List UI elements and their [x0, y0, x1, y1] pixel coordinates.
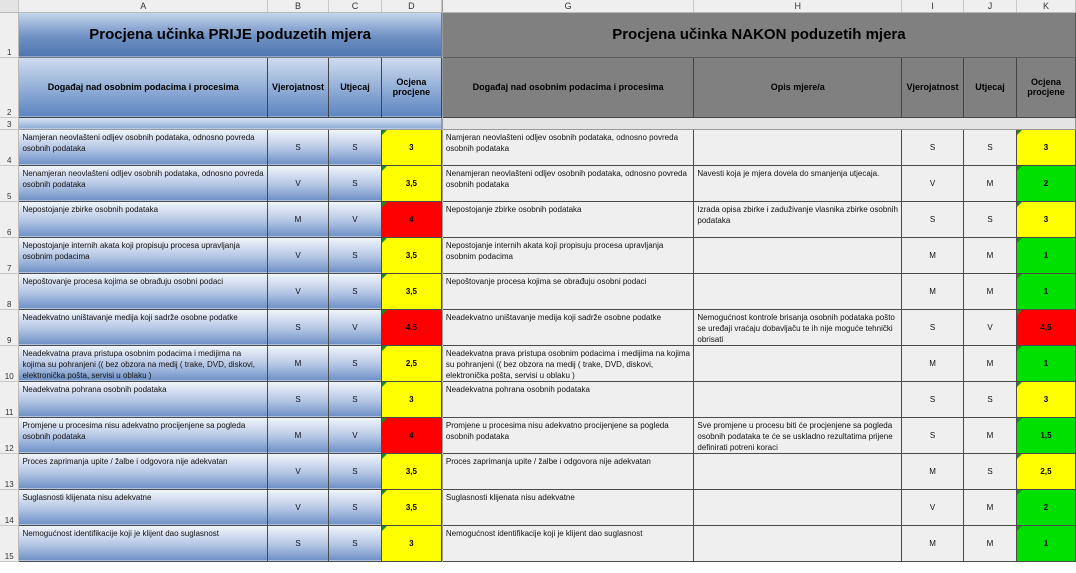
measure-description-cell[interactable]: Izrada opisa zbirke i zaduživanje vlasnika zbirke osobnih podataka: [694, 201, 902, 237]
score-after-cell[interactable]: 4,5: [1016, 309, 1075, 345]
impact-after-cell[interactable]: M: [964, 273, 1017, 309]
table-row: [0, 525, 1076, 561]
row-header[interactable]: 2: [0, 57, 19, 117]
column-header-i[interactable]: I: [902, 0, 964, 12]
event-after-cell[interactable]: Neadekvatna pohrana osobnih podataka: [442, 381, 694, 417]
measure-description-cell[interactable]: [694, 381, 902, 417]
probability-before-cell[interactable]: V: [268, 453, 329, 489]
select-all-corner[interactable]: [0, 0, 19, 12]
event-after-cell[interactable]: Nemogućnost identifikacije koji je klijent dao suglasnost: [442, 525, 694, 561]
event-after-cell[interactable]: Neadekvatna prava pristupa osobnim podacima i medijima na kojima su pohranjeni (( bez obzora na medij ( trake, DVD, diskovi, elektronička pošta, servisi u oblaku ): [442, 345, 694, 381]
column-header-c[interactable]: C: [328, 0, 381, 12]
measure-description-cell[interactable]: [694, 237, 902, 273]
header-score-after[interactable]: Ocjena procjene: [1016, 57, 1075, 117]
event-before-cell[interactable]: Neadekvatna prava pristupa osobnim podacima i medijima na kojima su pohranjeni (( bez obzora na medij ( trake, DVD, diskovi, elektronička pošta, servisi u oblaku ): [19, 345, 268, 381]
column-header-k[interactable]: K: [1016, 0, 1075, 12]
score-after-cell[interactable]: 2: [1016, 165, 1075, 201]
score-after-cell[interactable]: 3: [1016, 381, 1075, 417]
row-header[interactable]: 11: [0, 381, 19, 417]
probability-before-cell[interactable]: V: [268, 489, 329, 525]
table-row: [0, 129, 1076, 165]
row-header[interactable]: 12: [0, 417, 19, 453]
measure-description-cell[interactable]: [694, 273, 902, 309]
table-row: [0, 453, 1076, 489]
impact-before-cell[interactable]: S: [328, 489, 381, 525]
score-before-cell[interactable]: 3,5: [381, 273, 441, 309]
event-before-cell[interactable]: Nepoštovanje procesa kojima se obrađuju osobni podaci: [19, 273, 268, 309]
event-after-cell[interactable]: Suglasnosti klijenata nisu adekvatne: [442, 489, 694, 525]
impact-before-cell[interactable]: S: [328, 237, 381, 273]
event-after-cell[interactable]: Namjeran neovlašteni odljev osobnih podataka, odnosno povreda osobnih podataka: [442, 129, 694, 165]
row-header[interactable]: 10: [0, 345, 19, 381]
column-header-g[interactable]: G: [442, 0, 694, 12]
score-after-cell[interactable]: 2: [1016, 489, 1075, 525]
probability-before-cell[interactable]: V: [268, 237, 329, 273]
probability-after-cell[interactable]: M: [902, 237, 964, 273]
probability-after-cell[interactable]: S: [902, 417, 964, 453]
table-row: [0, 417, 1076, 453]
table-row: [0, 489, 1076, 525]
score-after-cell[interactable]: 1: [1016, 273, 1075, 309]
row-header[interactable]: 9: [0, 309, 19, 345]
table-row: [0, 345, 1076, 381]
impact-after-cell[interactable]: S: [964, 129, 1017, 165]
event-before-cell[interactable]: Namjeran neovlašteni odljev osobnih podataka, odnosno povreda osobnih podataka: [19, 129, 268, 165]
impact-before-cell[interactable]: V: [328, 309, 381, 345]
measure-description-cell[interactable]: [694, 345, 902, 381]
header-row: [0, 57, 1076, 117]
table-row: [0, 381, 1076, 417]
probability-after-cell[interactable]: V: [902, 489, 964, 525]
table-row: [0, 165, 1076, 201]
title-after-measures[interactable]: Procjena učinka NAKON poduzetih mjera: [442, 12, 1075, 57]
score-before-cell[interactable]: 3,5: [381, 165, 441, 201]
score-before-cell[interactable]: 4,5: [381, 309, 441, 345]
column-header-d[interactable]: D: [381, 0, 441, 12]
score-after-cell[interactable]: 3: [1016, 201, 1075, 237]
score-before-cell[interactable]: 3: [381, 129, 441, 165]
measure-description-cell[interactable]: [694, 453, 902, 489]
measure-description-cell[interactable]: [694, 525, 902, 561]
impact-after-cell[interactable]: M: [964, 417, 1017, 453]
score-before-cell[interactable]: 3,5: [381, 237, 441, 273]
measure-description-cell[interactable]: Sve promjene u procesu biti će procjenjene sa pogleda osobnih podataka te će se uskladno rezultatima prijene definirati potreni koraci: [694, 417, 902, 453]
probability-after-cell[interactable]: M: [902, 345, 964, 381]
probability-before-cell[interactable]: M: [268, 201, 329, 237]
event-before-cell[interactable]: Nenamjeran neovlašteni odljev osobnih podataka, odnosno povreda osobnih podataka: [19, 165, 268, 201]
score-before-cell[interactable]: 4: [381, 201, 441, 237]
event-before-cell[interactable]: Nemogućnost identifikacije koji je klijent dao suglasnost: [19, 525, 268, 561]
event-before-cell[interactable]: Proces zaprimanja upite / žalbe i odgovora nije adekvatan: [19, 453, 268, 489]
impact-before-cell[interactable]: S: [328, 345, 381, 381]
score-after-cell[interactable]: 3: [1016, 129, 1075, 165]
impact-after-cell[interactable]: M: [964, 237, 1017, 273]
header-score-before[interactable]: Ocjena procjene: [381, 57, 441, 117]
header-impact-before[interactable]: Utjecaj: [328, 57, 381, 117]
header-event-after[interactable]: Događaj nad osobnim podacima i procesima: [442, 57, 694, 117]
row-header[interactable]: 4: [0, 129, 19, 165]
impact-before-cell[interactable]: S: [328, 453, 381, 489]
row-header[interactable]: 7: [0, 237, 19, 273]
impact-before-cell[interactable]: S: [328, 381, 381, 417]
probability-after-cell[interactable]: S: [902, 381, 964, 417]
event-before-cell[interactable]: Nepostojanje zbirke osobnih podataka: [19, 201, 268, 237]
header-event-before[interactable]: Događaj nad osobnim podacima i procesima: [19, 57, 268, 117]
probability-after-cell[interactable]: S: [902, 129, 964, 165]
table-row: [0, 273, 1076, 309]
title-before-measures[interactable]: Procjena učinka PRIJE poduzetih mjera: [19, 12, 441, 57]
event-after-cell[interactable]: Promjene u procesima nisu adekvatno procijenjene sa pogleda osobnih podataka: [442, 417, 694, 453]
impact-after-cell[interactable]: M: [964, 489, 1017, 525]
column-header-b[interactable]: B: [268, 0, 329, 12]
score-before-cell[interactable]: 3: [381, 525, 441, 561]
probability-before-cell[interactable]: V: [268, 165, 329, 201]
row-header[interactable]: 8: [0, 273, 19, 309]
impact-after-cell[interactable]: M: [964, 165, 1017, 201]
header-impact-after[interactable]: Utjecaj: [964, 57, 1017, 117]
measure-description-cell[interactable]: [694, 489, 902, 525]
score-before-cell[interactable]: 3,5: [381, 489, 441, 525]
impact-after-cell[interactable]: V: [964, 309, 1017, 345]
probability-before-cell[interactable]: S: [268, 381, 329, 417]
impact-before-cell[interactable]: V: [328, 417, 381, 453]
event-after-cell[interactable]: Nenamjeran neovlašteni odljev osobnih podataka, odnosno povreda osobnih podataka: [442, 165, 694, 201]
impact-before-cell[interactable]: S: [328, 525, 381, 561]
measure-description-cell[interactable]: Navesti koja je mjera dovela do smanjenja utjecaja.: [694, 165, 902, 201]
score-before-cell[interactable]: 3,5: [381, 453, 441, 489]
measure-description-cell[interactable]: [694, 129, 902, 165]
row-header[interactable]: 14: [0, 489, 19, 525]
header-measure-description[interactable]: Opis mjere/a: [694, 57, 902, 117]
score-after-cell[interactable]: 1,5: [1016, 417, 1075, 453]
header-probability-before[interactable]: Vjerojatnost: [268, 57, 329, 117]
row-header[interactable]: 1: [0, 12, 19, 57]
score-before-cell[interactable]: 2,5: [381, 345, 441, 381]
impact-before-cell[interactable]: S: [328, 273, 381, 309]
probability-before-cell[interactable]: S: [268, 525, 329, 561]
row-header[interactable]: 3: [0, 117, 19, 129]
row-header[interactable]: 5: [0, 165, 19, 201]
score-after-cell[interactable]: 2,5: [1016, 453, 1075, 489]
row-header[interactable]: 13: [0, 453, 19, 489]
event-before-cell[interactable]: Neadekvatno uništavanje medija koji sadrže osobne podatke: [19, 309, 268, 345]
probability-before-cell[interactable]: S: [268, 309, 329, 345]
score-after-cell[interactable]: 1: [1016, 237, 1075, 273]
impact-after-cell[interactable]: S: [964, 453, 1017, 489]
event-after-cell[interactable]: Nepoštovanje procesa kojima se obrađuju osobni podaci: [442, 273, 694, 309]
row-header[interactable]: 6: [0, 201, 19, 237]
row-header[interactable]: 15: [0, 525, 19, 561]
header-probability-after[interactable]: Vjerojatnost: [902, 57, 964, 117]
impact-before-cell[interactable]: S: [328, 165, 381, 201]
event-before-cell[interactable]: Nepostojanje internih akata koji propisuju procesa upravljanja osobnim podacima: [19, 237, 268, 273]
probability-before-cell[interactable]: M: [268, 417, 329, 453]
probability-after-cell[interactable]: M: [902, 273, 964, 309]
probability-after-cell[interactable]: S: [902, 309, 964, 345]
event-before-cell[interactable]: Neadekvatna pohrana osobnih podataka: [19, 381, 268, 417]
event-after-cell[interactable]: Neadekvatno uništavanje medija koji sadrže osobne podatke: [442, 309, 694, 345]
probability-before-cell[interactable]: V: [268, 273, 329, 309]
impact-after-cell[interactable]: S: [964, 201, 1017, 237]
title-row: [0, 12, 1076, 57]
column-header-j[interactable]: J: [964, 0, 1017, 12]
score-after-cell[interactable]: 1: [1016, 345, 1075, 381]
event-before-cell[interactable]: Promjene u procesima nisu adekvatno procijenjene sa pogleda osobnih podataka: [19, 417, 268, 453]
column-header-row: [0, 0, 1076, 12]
impact-after-cell[interactable]: S: [964, 381, 1017, 417]
spacer-row: [0, 117, 1076, 129]
measure-description-cell[interactable]: Nemogućnost kontrole brisanja osobnih podataka pošto se uređaji vraćaju dobavljaču te ih nije moguće tehnički obrisati: [694, 309, 902, 345]
score-before-cell[interactable]: 4: [381, 417, 441, 453]
score-after-cell[interactable]: 1: [1016, 525, 1075, 561]
probability-before-cell[interactable]: M: [268, 345, 329, 381]
table-row: [0, 201, 1076, 237]
impact-after-cell[interactable]: M: [964, 345, 1017, 381]
event-after-cell[interactable]: Nepostojanje internih akata koji propisuju procesa upravljanja osobnim podacima: [442, 237, 694, 273]
event-after-cell[interactable]: Proces zaprimanja upite / žalbe i odgovora nije adekvatan: [442, 453, 694, 489]
event-after-cell[interactable]: Nepostojanje zbirke osobnih podataka: [442, 201, 694, 237]
column-header-h[interactable]: H: [694, 0, 902, 12]
probability-after-cell[interactable]: M: [902, 525, 964, 561]
table-row: [0, 237, 1076, 273]
probability-after-cell[interactable]: M: [902, 453, 964, 489]
table-row: [0, 309, 1076, 345]
impact-before-cell[interactable]: S: [328, 129, 381, 165]
probability-after-cell[interactable]: S: [902, 201, 964, 237]
impact-after-cell[interactable]: M: [964, 525, 1017, 561]
probability-after-cell[interactable]: V: [902, 165, 964, 201]
spacer-cell-after[interactable]: [442, 117, 1075, 129]
spacer-cell-before[interactable]: [19, 117, 441, 129]
column-header-a[interactable]: A: [19, 0, 268, 12]
event-before-cell[interactable]: Suglasnosti klijenata nisu adekvatne: [19, 489, 268, 525]
probability-before-cell[interactable]: S: [268, 129, 329, 165]
score-before-cell[interactable]: 3: [381, 381, 441, 417]
impact-before-cell[interactable]: V: [328, 201, 381, 237]
